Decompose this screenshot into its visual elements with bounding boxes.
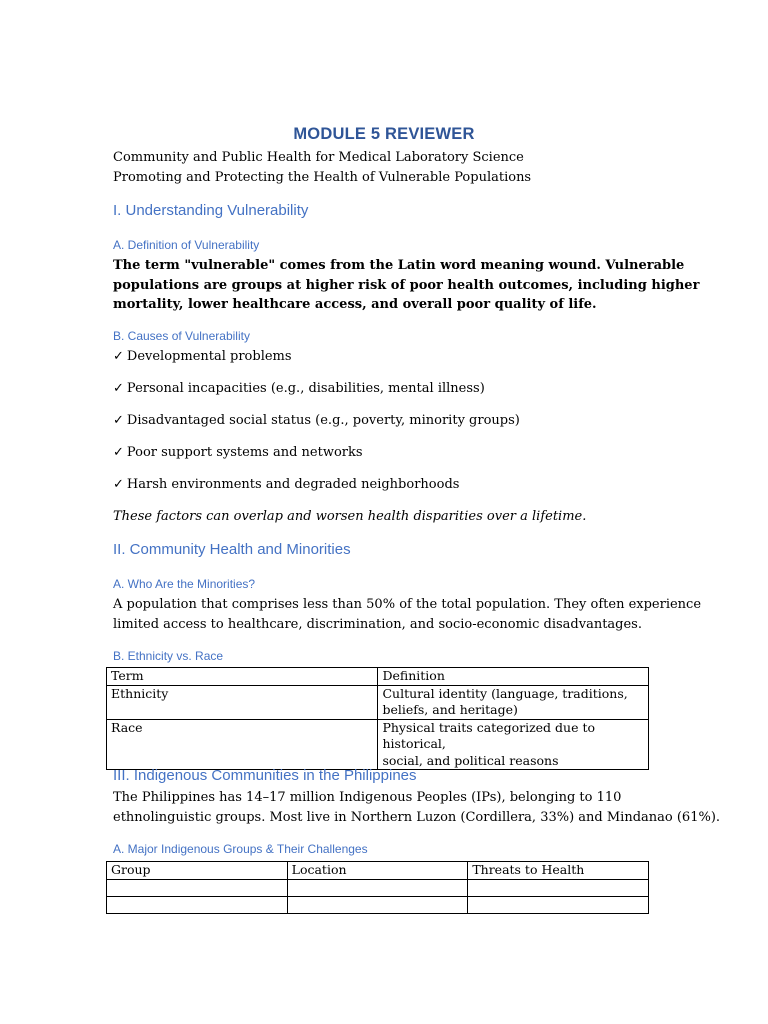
table-header-cell: Definition (378, 668, 649, 686)
section-3-heading: III. Indigenous Communities in the Philippines (113, 767, 417, 784)
section-1a-heading: A. Definition of Vulnerability (113, 238, 260, 252)
check-icon: ✓ (113, 477, 124, 492)
table-cell-term: Ethnicity (107, 685, 378, 719)
section-2b-heading: B. Ethnicity vs. Race (113, 649, 224, 663)
minorities-line: A population that comprises less than 50% of the total population. They often experience (113, 597, 702, 612)
table-header-cell: Location (287, 862, 468, 880)
ethnicity-race-table (106, 667, 649, 770)
indigenous-line: The Philippines has 14–17 million Indigenous Peoples (IPs), belonging to 110 (113, 790, 622, 805)
table-row (107, 879, 649, 896)
cause-item (113, 443, 363, 463)
cause-item (113, 411, 520, 431)
section-2a-heading: A. Who Are the Minorities? (113, 577, 256, 591)
check-icon: ✓ (113, 349, 124, 364)
table-row (107, 685, 649, 719)
table-header-row (107, 862, 649, 880)
subtitle-course: Community and Public Health for Medical Laboratory Science (113, 150, 524, 165)
table-cell (107, 896, 288, 913)
cause-text: Disadvantaged social status (e.g., poverty, minority groups) (126, 413, 520, 428)
table-cell (468, 879, 649, 896)
indigenous-line: ethnolinguistic groups. Most live in Northern Luzon (Cordillera, 33%) and Mindanao (61%). (113, 810, 721, 825)
table-cell-definition (378, 685, 649, 719)
cause-item (113, 347, 292, 367)
indigenous-groups-table (106, 861, 649, 914)
check-icon: ✓ (113, 445, 124, 460)
table-row (107, 896, 649, 913)
minorities-line: limited access to healthcare, discrimination, and socio-economic disadvantages. (113, 617, 642, 632)
table-cell (107, 879, 288, 896)
definition-line: The term "vulnerable" comes from the Latin word meaning wound. Vulnerable (113, 258, 685, 273)
definition-line: mortality, lower healthcare access, and overall poor quality of life. (113, 297, 597, 312)
definition-text-line: Cultural identity (language, traditions, (382, 685, 628, 701)
section-1b-heading: B. Causes of Vulnerability (113, 329, 250, 343)
section-2-heading: II. Community Health and Minorities (113, 541, 351, 558)
table-cell (468, 896, 649, 913)
table-cell (287, 896, 468, 913)
document-title: MODULE 5 REVIEWER (293, 125, 475, 143)
table-header-cell: Threats to Health (468, 862, 649, 880)
definition-text-line: Physical traits categorized due to historical, (382, 719, 595, 751)
table-header-cell: Group (107, 862, 288, 880)
table-cell-term: Race (107, 719, 378, 770)
cause-text: Harsh environments and degraded neighborhoods (126, 477, 460, 492)
section-1-heading: I. Understanding Vulnerability (113, 202, 309, 219)
section-3a-heading: A. Major Indigenous Groups & Their Challenges (113, 842, 368, 856)
cause-text: Poor support systems and networks (126, 445, 363, 460)
check-icon: ✓ (113, 381, 124, 396)
table-cell (287, 879, 468, 896)
table-row (107, 719, 649, 770)
cause-item (113, 379, 485, 399)
definition-text-line: beliefs, and heritage) (382, 702, 518, 717)
cause-item (113, 475, 459, 495)
cause-text: Personal incapacities (e.g., disabilities, mental illness) (126, 381, 485, 396)
vulnerability-note: These factors can overlap and worsen health disparities over a lifetime. (113, 509, 587, 524)
subtitle-topic: Promoting and Protecting the Health of Vulnerable Populations (113, 170, 532, 185)
definition-line: populations are groups at higher risk of poor health outcomes, including higher (113, 278, 700, 293)
cause-text: Developmental problems (126, 349, 292, 364)
check-icon: ✓ (113, 413, 124, 428)
table-header-row (107, 668, 649, 686)
table-cell-definition (378, 719, 649, 770)
table-header-cell: Term (107, 668, 378, 686)
definition-text-line: social, and political reasons (382, 752, 559, 768)
